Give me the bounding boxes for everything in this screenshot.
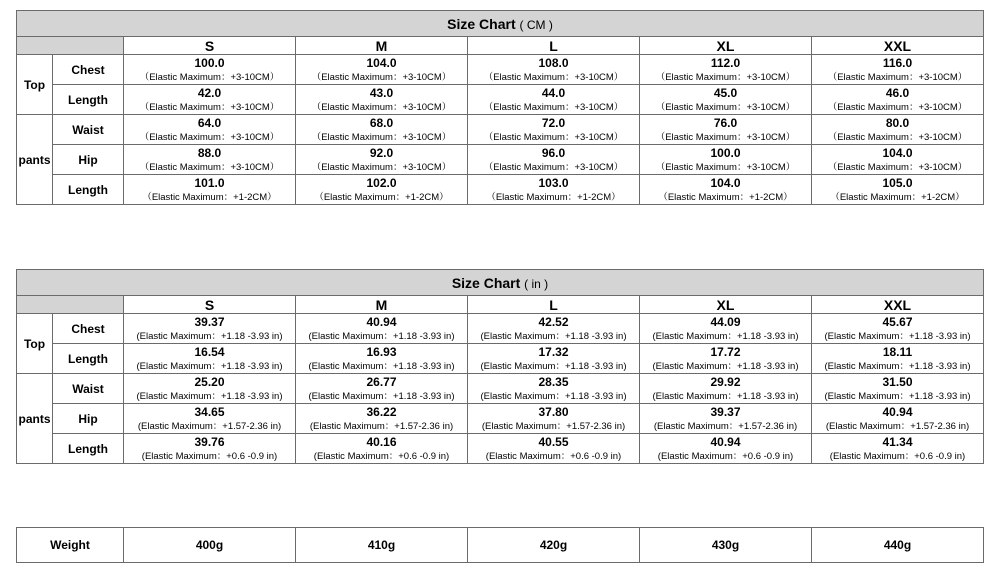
value-number: 43.0 [369,86,394,100]
chart-title-text: Size Chart [451,274,521,291]
value-number: 39.37 [194,315,225,329]
value-cell [124,374,296,404]
value-cell [640,404,812,434]
chart-title [17,11,984,37]
size-header: XL [640,296,812,314]
elastic-note: (Elastic Maximum：+1.18 -3.93 in) [652,331,799,342]
header-blank-cell [17,37,124,55]
value-cell [468,55,640,85]
value-cell [468,434,640,464]
size-header: S [124,37,296,55]
size-header: L [468,296,640,314]
elastic-note: (Elastic Maximum：+1.18 -3.93 in) [480,391,627,402]
value-cell [468,344,640,374]
value-cell [296,115,468,145]
value-cell [296,175,468,205]
elastic-note: (Elastic Maximum：+0.6 -0.9 in) [657,451,794,462]
value-number: 104.0 [366,56,397,70]
elastic-note: （Elastic Maximum：+3-10CM） [311,72,452,83]
value-cell [640,344,812,374]
elastic-note: (Elastic Maximum：+1.18 -3.93 in) [824,391,971,402]
elastic-note: (Elastic Maximum：+1.18 -3.93 in) [652,391,799,402]
value-number: 39.76 [194,435,225,449]
value-cell [640,374,812,404]
value-cell [812,85,984,115]
value-cell [124,314,296,344]
value-number: 103.0 [538,176,569,190]
value-cell [296,145,468,175]
elastic-note: （Elastic Maximum：+3-10CM） [655,162,796,173]
value-cell [124,404,296,434]
elastic-note: （Elastic Maximum：+3-10CM） [311,162,452,173]
value-number: 39.37 [710,405,741,419]
value-number: 112.0 [710,56,741,70]
value-cell [468,85,640,115]
value-cell [812,314,984,344]
size-header: XXL [812,296,984,314]
value-number: 76.0 [713,116,738,130]
size-header: M [296,37,468,55]
value-cell [812,55,984,85]
measurement-label: Length [53,344,124,374]
elastic-note: （Elastic Maximum：+3-10CM） [827,102,968,113]
value-cell [640,434,812,464]
value-number: 80.0 [885,116,910,130]
elastic-note: (Elastic Maximum：+1.57-2.36 in) [481,421,626,432]
value-number: 45.67 [882,315,913,329]
value-cell [468,145,640,175]
weight-value: 410g [296,528,468,563]
value-number: 102.0 [366,176,397,190]
elastic-note: (Elastic Maximum：+1.57-2.36 in) [653,421,798,432]
value-cell [296,404,468,434]
size-chart-cm-table [16,10,984,205]
chart-unit: ( CM ) [519,17,553,32]
value-number: 40.94 [710,435,741,449]
measurement-label: Waist [53,115,124,145]
value-number: 42.0 [197,86,222,100]
elastic-note: （Elastic Maximum：+1-2CM） [142,192,277,203]
value-number: 44.09 [710,315,741,329]
elastic-note: （Elastic Maximum：+3-10CM） [483,72,624,83]
elastic-note: (Elastic Maximum：+1.18 -3.93 in) [480,361,627,372]
size-header: M [296,296,468,314]
elastic-note: (Elastic Maximum：+0.6 -0.9 in) [829,451,966,462]
value-number: 88.0 [197,146,222,160]
chart-title [17,270,984,296]
value-number: 36.22 [366,405,397,419]
value-cell [468,115,640,145]
value-cell [468,314,640,344]
value-number: 101.0 [194,176,225,190]
size-header-row [17,296,984,314]
measurement-label: Length [53,175,124,205]
value-number: 40.55 [538,435,569,449]
elastic-note: （Elastic Maximum：+3-10CM） [139,132,280,143]
value-number: 34.65 [194,405,225,419]
value-number: 44.0 [541,86,566,100]
value-number: 104.0 [882,146,913,160]
elastic-note: （Elastic Maximum：+3-10CM） [311,102,452,113]
measurement-row [17,85,984,115]
value-cell [812,374,984,404]
value-number: 100.0 [710,146,741,160]
group-label: pants [17,374,53,464]
elastic-note: (Elastic Maximum：+0.6 -0.9 in) [313,451,450,462]
value-number: 17.32 [538,345,569,359]
value-cell [468,404,640,434]
measurement-label: Hip [53,404,124,434]
measurement-row [17,175,984,205]
value-cell [296,434,468,464]
weight-label: Weight [17,528,124,563]
measurement-row [17,344,984,374]
value-number: 104.0 [710,176,741,190]
value-cell [812,404,984,434]
value-number: 40.94 [882,405,913,419]
elastic-note: （Elastic Maximum：+3-10CM） [827,72,968,83]
value-number: 105.0 [882,176,913,190]
measurement-row [17,374,984,404]
value-number: 41.34 [882,435,913,449]
elastic-note: （Elastic Maximum：+3-10CM） [483,132,624,143]
elastic-note: (Elastic Maximum：+0.6 -0.9 in) [141,451,278,462]
weight-value: 420g [468,528,640,563]
value-number: 28.35 [538,375,569,389]
header-blank-cell [17,296,124,314]
elastic-note: (Elastic Maximum：+1.57-2.36 in) [137,421,282,432]
measurement-row [17,404,984,434]
elastic-note: （Elastic Maximum：+3-10CM） [483,102,624,113]
elastic-note: （Elastic Maximum：+1-2CM） [830,192,965,203]
elastic-note: (Elastic Maximum：+1.18 -3.93 in) [308,391,455,402]
value-number: 108.0 [538,56,569,70]
elastic-note: (Elastic Maximum：+0.6 -0.9 in) [485,451,622,462]
group-label: Top [17,55,53,115]
value-number: 25.20 [194,375,225,389]
elastic-note: （Elastic Maximum：+3-10CM） [139,162,280,173]
value-number: 40.94 [366,315,397,329]
elastic-note: (Elastic Maximum：+1.57-2.36 in) [825,421,970,432]
size-header: XXL [812,37,984,55]
value-cell [812,145,984,175]
value-number: 40.16 [366,435,397,449]
elastic-note: (Elastic Maximum：+1.18 -3.93 in) [136,391,283,402]
value-cell [124,434,296,464]
weight-value: 440g [812,528,984,563]
value-cell [812,175,984,205]
chart-title-row [17,270,984,296]
value-number: 37.80 [538,405,569,419]
value-cell [124,145,296,175]
value-number: 92.0 [369,146,394,160]
value-number: 100.0 [194,56,225,70]
elastic-note: （Elastic Maximum：+1-2CM） [486,192,621,203]
value-cell [812,434,984,464]
elastic-note: （Elastic Maximum：+3-10CM） [483,162,624,173]
elastic-note: （Elastic Maximum：+3-10CM） [827,162,968,173]
chart-title-row [17,11,984,37]
elastic-note: (Elastic Maximum：+1.18 -3.93 in) [652,361,799,372]
value-number: 45.0 [713,86,738,100]
value-number: 26.77 [366,375,397,389]
elastic-note: （Elastic Maximum：+1-2CM） [314,192,449,203]
value-number: 116.0 [882,56,913,70]
value-cell [296,374,468,404]
value-cell [812,344,984,374]
elastic-note: (Elastic Maximum：+1.18 -3.93 in) [308,361,455,372]
elastic-note: （Elastic Maximum：+3-10CM） [655,72,796,83]
elastic-note: （Elastic Maximum：+1-2CM） [658,192,793,203]
measurement-label: Length [53,85,124,115]
value-number: 96.0 [541,146,566,160]
elastic-note: （Elastic Maximum：+3-10CM） [139,72,280,83]
value-cell [296,55,468,85]
group-label: pants [17,115,53,205]
value-cell [468,374,640,404]
elastic-note: （Elastic Maximum：+3-10CM） [827,132,968,143]
measurement-row [17,314,984,344]
measurement-label: Waist [53,374,124,404]
value-number: 72.0 [541,116,566,130]
value-number: 16.54 [194,345,225,359]
value-cell [124,85,296,115]
elastic-note: (Elastic Maximum：+1.18 -3.93 in) [824,331,971,342]
elastic-note: (Elastic Maximum：+1.18 -3.93 in) [136,361,283,372]
value-cell [640,85,812,115]
weight-value: 400g [124,528,296,563]
elastic-note: （Elastic Maximum：+3-10CM） [139,102,280,113]
value-number: 46.0 [885,86,910,100]
weight-value: 430g [640,528,812,563]
measurement-row [17,115,984,145]
value-cell [640,175,812,205]
elastic-note: (Elastic Maximum：+1.18 -3.93 in) [480,331,627,342]
group-label: Top [17,314,53,374]
value-number: 17.72 [710,345,741,359]
value-cell [296,85,468,115]
size-header: S [124,296,296,314]
value-number: 18.11 [882,345,913,359]
elastic-note: (Elastic Maximum：+1.18 -3.93 in) [824,361,971,372]
measurement-row [17,55,984,85]
value-cell [640,145,812,175]
value-cell [640,314,812,344]
value-cell [124,344,296,374]
chart-unit: ( in ) [524,276,549,291]
size-chart-in-table [16,269,984,464]
measurement-row [17,145,984,175]
value-number: 42.52 [538,315,569,329]
weight-row [17,528,984,563]
measurement-label: Length [53,434,124,464]
measurement-label: Hip [53,145,124,175]
measurement-label: Chest [53,55,124,85]
value-cell [640,55,812,85]
value-cell [296,314,468,344]
value-cell [812,115,984,145]
value-number: 16.93 [366,345,397,359]
elastic-note: (Elastic Maximum：+1.18 -3.93 in) [308,331,455,342]
elastic-note: (Elastic Maximum：+1.18 -3.93 in) [136,331,283,342]
value-cell [468,175,640,205]
value-number: 29.92 [710,375,741,389]
measurement-label: Chest [53,314,124,344]
size-header: XL [640,37,812,55]
measurement-row [17,434,984,464]
value-number: 68.0 [369,116,394,130]
chart-title-text: Size Chart [447,15,516,32]
elastic-note: （Elastic Maximum：+3-10CM） [655,102,796,113]
size-header: L [468,37,640,55]
value-cell [124,55,296,85]
weight-table [16,527,984,563]
value-cell [296,344,468,374]
value-number: 64.0 [197,116,222,130]
value-number: 31.50 [882,375,913,389]
size-header-row [17,37,984,55]
value-cell [640,115,812,145]
elastic-note: （Elastic Maximum：+3-10CM） [311,132,452,143]
elastic-note: （Elastic Maximum：+3-10CM） [655,132,796,143]
elastic-note: (Elastic Maximum：+1.57-2.36 in) [309,421,454,432]
value-cell [124,115,296,145]
value-cell [124,175,296,205]
